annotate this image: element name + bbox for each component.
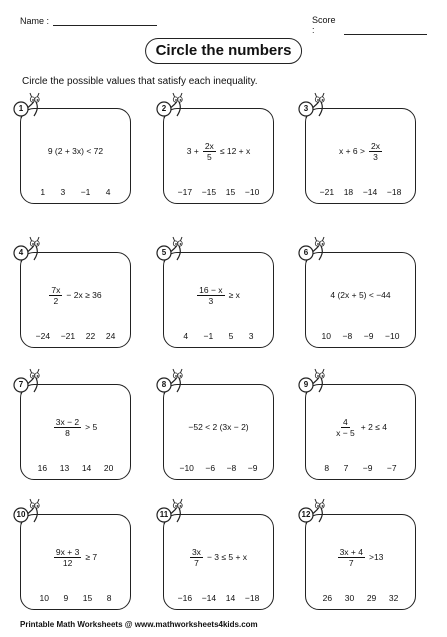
answer-choices [27,187,124,197]
answer-choices [312,463,409,473]
answer-choice[interactable]: −14 [362,187,378,197]
inequality [25,539,126,575]
answer-choice[interactable]: −8 [342,331,353,341]
answer-choices [170,187,267,197]
fraction [190,547,203,568]
answer-choice[interactable]: 14 [225,593,236,603]
answer-choice[interactable]: 15 [225,187,236,197]
problem-1 [12,92,134,208]
fraction-denominator: 7 [348,557,354,568]
fraction-numerator: 3x − 2 [55,416,80,427]
expr-text: − 3 ≤ 5 + x [206,552,248,562]
answer-choice[interactable]: −8 [226,463,237,473]
score-field[interactable] [312,15,427,35]
expr-text: x + 6 > [339,146,365,156]
expr-text: − 2x ≥ 36 [66,290,102,300]
inequality [25,133,126,169]
answer-choice[interactable]: −10 [385,331,400,341]
fraction-denominator: 3 [208,295,214,306]
problem-card [163,514,274,610]
answer-choice[interactable]: −16 [177,593,193,603]
inequality [310,539,411,575]
answer-choice[interactable]: 8 [324,463,330,473]
answer-choice[interactable]: 32 [388,593,399,603]
problem-11 [155,498,277,614]
inequality [25,277,126,313]
answer-choice[interactable]: 9 [63,593,69,603]
fraction [54,417,81,438]
inequality [168,409,269,445]
problem-card [20,252,131,348]
problem-card [305,252,416,348]
answer-choice[interactable]: 26 [322,593,333,603]
answer-choice[interactable]: 20 [103,463,114,473]
problem-3 [297,92,419,208]
name-line[interactable] [53,15,157,26]
footer-credit: Printable Math Worksheets @ www.mathworksheets4kids.com [20,620,258,629]
answer-choice[interactable]: 3 [248,331,254,341]
fraction [54,547,81,568]
expr-text: −52 < 2 (3x − 2) [188,422,249,432]
problem-number: 7 [18,380,24,389]
answer-choice[interactable]: 29 [366,593,377,603]
inequality [168,133,269,169]
problem-number: 12 [301,510,311,519]
problem-9 [297,368,419,484]
answer-choices [27,331,124,341]
problem-card [20,108,131,204]
answer-choice[interactable]: 30 [344,593,355,603]
problem-number: 5 [161,248,167,257]
fraction-denominator: 12 [62,557,73,568]
answer-choice[interactable]: 1 [40,187,46,197]
inequality [310,409,411,445]
instructions: Circle the possible values that satisfy each inequality. [22,76,258,87]
answer-choice[interactable]: −17 [177,187,193,197]
problem-number: 10 [16,510,26,519]
page-title: Circle the numbers [145,38,303,64]
answer-choice[interactable]: 5 [228,331,234,341]
problem-number: 9 [303,380,309,389]
fraction-numerator: 3x + 4 [339,546,363,557]
answer-choice[interactable]: −18 [386,187,402,197]
answer-choice[interactable]: −18 [244,593,260,603]
fraction [49,285,62,306]
expr-text: 9 (2 + 3x) < 72 [47,146,104,156]
expr-text: ≥ x [228,290,240,300]
answer-choice[interactable]: −15 [201,187,217,197]
inequality [168,539,269,575]
expr-text: 3 + [186,146,199,156]
answer-choice[interactable]: −9 [363,331,374,341]
answer-choices [27,463,124,473]
expr-text: >13 [368,552,384,562]
fraction-denominator: x − 5 [336,427,355,438]
problem-card [305,514,416,610]
fraction-denominator: 5 [206,151,212,162]
expr-text: + 2 ≤ 4 [360,422,387,432]
problem-number: 2 [161,104,167,113]
answer-choice[interactable]: −1 [80,187,91,197]
answer-choice[interactable]: −10 [244,187,260,197]
problem-number: 11 [159,510,169,519]
problem-7 [12,368,134,484]
fraction-numerator: 3x [191,546,201,557]
problem-4 [12,236,134,352]
problem-number: 1 [18,104,24,113]
score-label: Score : [312,15,336,35]
fraction-denominator: 2 [53,295,59,306]
score-line[interactable] [344,24,427,35]
problem-card [305,384,416,480]
answer-choice[interactable]: 7 [343,463,349,473]
answer-choice[interactable]: 18 [343,187,354,197]
answer-choice[interactable]: 8 [106,593,112,603]
problem-number: 6 [303,248,309,257]
expr-text: ≤ 12 + x [219,146,251,156]
problem-10 [12,498,134,614]
answer-choice[interactable]: −10 [179,463,194,473]
name-label: Name : [20,16,50,26]
fraction-denominator: 3 [373,151,378,162]
fraction [197,285,224,306]
fraction [338,547,365,568]
fraction-numerator: 16 − x [199,284,223,295]
problem-number: 4 [18,248,24,257]
fraction-numerator: 4 [343,416,348,427]
answer-choice[interactable]: −7 [386,463,397,473]
problem-card [163,384,274,480]
expr-text: 4 (2x + 5) < −44 [330,290,391,300]
problem-card [20,384,131,480]
fraction-numerator: 2x [371,140,380,151]
answer-choice[interactable]: 15 [82,593,93,603]
expr-text: > 5 [85,422,98,432]
answer-choice[interactable]: −6 [205,463,216,473]
answer-choices [170,593,267,603]
answer-choice[interactable]: 3 [60,187,66,197]
fraction-denominator: 7 [194,557,199,568]
inequality [310,133,411,169]
answer-choice[interactable]: −24 [35,331,51,341]
fraction-numerator: 9x + 3 [55,546,80,557]
fraction [369,141,382,162]
problem-12 [297,498,419,614]
fraction [203,141,216,162]
answer-choice[interactable]: 13 [59,463,70,473]
inequality [310,277,411,313]
inequality [25,409,126,445]
problem-number: 8 [161,380,167,389]
problem-2 [155,92,277,208]
problem-card [305,108,416,204]
answer-choices [170,331,267,341]
answer-choice[interactable]: −21 [319,187,335,197]
fraction-numerator: 2x [204,140,214,151]
header-bar [20,15,427,35]
answer-choices [27,593,124,603]
answer-choice[interactable]: −21 [60,331,76,341]
problem-6 [297,236,419,352]
answer-choice[interactable]: 22 [85,331,96,341]
answer-choices [312,593,409,603]
problem-card [163,108,274,204]
answer-choice[interactable]: 24 [105,331,116,341]
fraction-denominator: 8 [65,427,70,438]
expr-text: ≥ 7 [85,552,98,562]
name-field[interactable] [20,15,157,26]
answer-choices [170,463,267,473]
answer-choice[interactable]: 14 [81,463,92,473]
answer-choices [312,187,409,197]
answer-choice[interactable]: 16 [37,463,48,473]
answer-choice[interactable]: −14 [201,593,217,603]
fraction-numerator: 7x [51,284,61,295]
inequality [168,277,269,313]
answer-choices [312,331,409,341]
problem-5 [155,236,277,352]
problem-card [20,514,131,610]
answer-choice[interactable]: 10 [321,331,331,341]
problem-8 [155,368,277,484]
answer-choice[interactable]: −9 [362,463,373,473]
answer-choice[interactable]: −1 [203,331,214,341]
answer-choice[interactable]: 4 [183,331,189,341]
answer-choice[interactable]: 4 [105,187,111,197]
answer-choice[interactable]: 10 [39,593,49,603]
problem-card [163,252,274,348]
problem-number: 3 [303,104,309,113]
fraction [334,417,357,438]
answer-choice[interactable]: −9 [247,463,258,473]
